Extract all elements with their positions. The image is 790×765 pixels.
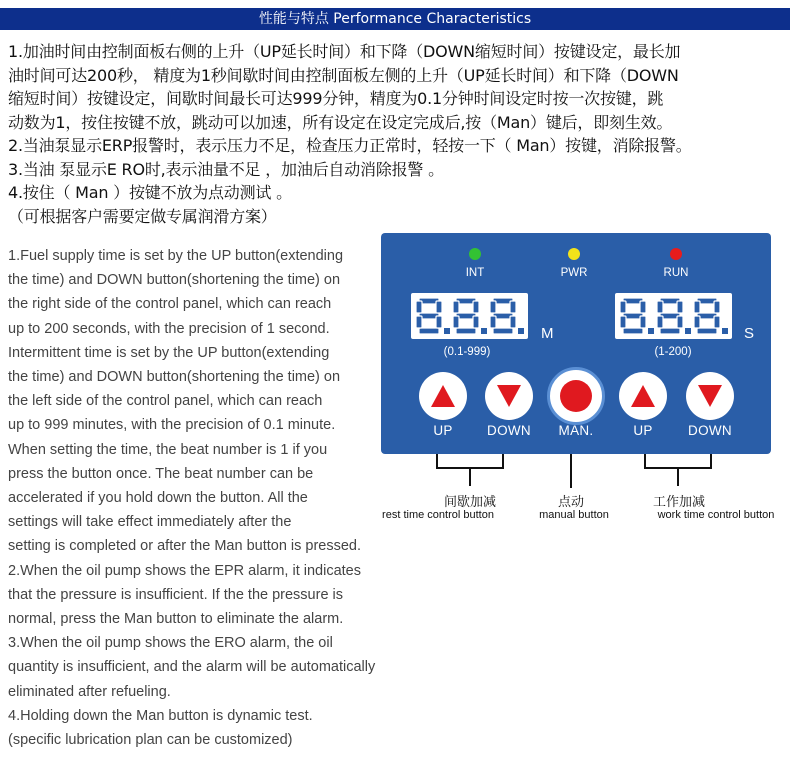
cn-line: 油时间可达200秒， 精度为1秒间歇时间由控制面板左侧的上升（UP延长时间）和下降（DOWN	[8, 65, 679, 85]
segment-f	[657, 301, 663, 313]
work-up-label: UP	[633, 423, 653, 438]
en-line: Intermittent time is set by the UP button(extending	[8, 344, 330, 361]
cn-line: 4.按住（ Man ）按键不放为点动测试 。	[8, 183, 292, 202]
en-line: that the pressure is insufficient. If the the pressure is	[8, 586, 344, 603]
en-line: up to 999 minutes, with the precision of 0.1 minute.	[8, 417, 336, 434]
work-time-caption-en: work time control button	[657, 509, 775, 521]
rest-time-unit: M	[541, 325, 554, 342]
chinese-description	[8, 40, 788, 228]
segment-e	[620, 316, 626, 328]
en-line: settings will take effect immediately after the	[8, 514, 292, 531]
segment-d	[493, 328, 513, 334]
run-led-icon	[670, 248, 682, 260]
segment-e	[416, 316, 422, 328]
segment-b	[640, 301, 646, 313]
cn-line: （可根据客户需要定做专属润滑方案）	[8, 206, 277, 226]
en-line: quantity is insufficient, and the alarm will be automatically	[8, 659, 376, 676]
triangle-up-icon	[429, 383, 457, 409]
en-line: 3.When the oil pump shows the ERO alarm, the oil	[8, 635, 333, 652]
en-line: (specific lubrication plan can be customized)	[8, 732, 293, 749]
en-line: When setting the time, the beat number is 1 if you	[8, 441, 328, 458]
segment-c	[510, 316, 516, 328]
rest-time-digits	[414, 295, 526, 337]
section-title: 性能与特点 Performance Characteristics	[258, 11, 532, 27]
segment-e	[694, 316, 700, 328]
segment-b	[510, 301, 516, 313]
segment-b	[473, 301, 479, 313]
section-title-bar	[0, 8, 790, 30]
rest-up-label: UP	[433, 423, 453, 438]
segment-e	[657, 316, 663, 328]
segment-f	[490, 301, 496, 313]
segment-c	[677, 316, 683, 328]
segment-d	[660, 328, 680, 334]
segment-d	[623, 328, 643, 334]
work-up-button[interactable]	[619, 372, 667, 420]
work-down-label: DOWN	[688, 423, 732, 438]
decimal-point	[518, 328, 524, 334]
decimal-point	[444, 328, 450, 334]
decimal-point	[481, 328, 487, 334]
segment-f	[694, 301, 700, 313]
cn-line: 1.加油时间由控制面板右侧的上升（UP延长时间）和下降（DOWN缩短时间）按键设定，最长加	[8, 42, 681, 61]
triangle-down-icon	[495, 383, 523, 409]
en-line: 2.When the oil pump shows the EPR alarm, it indicates	[8, 562, 361, 579]
rest-up-button[interactable]	[419, 372, 467, 420]
segment-c	[640, 316, 646, 328]
segment-d	[697, 328, 717, 334]
en-line: up to 200 seconds, with the precision of 1 second.	[8, 320, 330, 337]
triangle-up-icon	[629, 383, 657, 409]
en-line: the time) and DOWN button(shortening the time) on	[8, 272, 341, 289]
work-time-display	[615, 293, 732, 339]
segment-f	[416, 301, 422, 313]
pwr-led-label: PWR	[560, 267, 588, 279]
decimal-point	[648, 328, 654, 334]
segment-f	[453, 301, 459, 313]
work-down-button[interactable]	[686, 372, 734, 420]
decimal-point	[685, 328, 691, 334]
triangle-down-icon	[696, 383, 724, 409]
segment-b	[714, 301, 720, 313]
cn-line: 3.当油 泵显示E RO时,表示油量不足 ，加油后自动消除报警 。	[8, 159, 444, 179]
segment-d	[419, 328, 439, 334]
segment-d	[456, 328, 476, 334]
en-line: 1.Fuel supply time is set by the UP button(extending	[8, 248, 344, 264]
circle-icon	[559, 379, 593, 413]
manual-caption: 点动	[557, 495, 585, 510]
en-line: eliminated after refueling.	[8, 683, 171, 700]
control-panel	[381, 233, 771, 454]
rest-down-button[interactable]	[485, 372, 533, 420]
segment-f	[620, 301, 626, 313]
work-time-caption: 工作加减	[652, 495, 706, 510]
english-description	[8, 244, 413, 752]
segment-c	[714, 316, 720, 328]
rest-time-caption-en: rest time control button	[382, 509, 494, 521]
button-callout-lines	[381, 454, 771, 490]
segment-b	[436, 301, 442, 313]
pwr-led-icon	[568, 248, 580, 260]
segment-e	[453, 316, 459, 328]
manual-caption-en: manual button	[539, 509, 609, 521]
rest-time-caption: 间歇加减	[443, 495, 497, 510]
en-line: the right side of the control panel, which can reach	[8, 296, 332, 313]
segment-e	[490, 316, 496, 328]
int-led-label: INT	[465, 267, 485, 279]
rest-down-label: DOWN	[487, 423, 531, 438]
rest-time-range: (0.1-999)	[443, 346, 491, 358]
manual-button[interactable]	[547, 367, 605, 425]
cn-line: 动数为1，按住按键不放，跳动可以加速，所有设定在设定完成后,按（Man）键后，即刻生效。	[8, 112, 673, 132]
work-time-digits	[618, 295, 730, 337]
en-line: the left side of the control panel, which can reach	[8, 393, 323, 410]
work-time-range: (1-200)	[654, 346, 692, 358]
rest-time-display	[411, 293, 528, 339]
manual-label: MAN.	[558, 423, 594, 438]
cn-line: 缩短时间）按键设定，间歇时间最长可达999分钟，精度为0.1分钟时间设定时按一次按键，跳	[8, 89, 664, 108]
en-line: the time) and DOWN button(shortening the time) on	[8, 369, 341, 386]
en-line: normal, press the Man button to eliminate the alarm.	[8, 611, 344, 628]
en-line: 4.Holding down the Man button is dynamic test.	[8, 707, 313, 724]
int-led-icon	[469, 248, 481, 260]
work-time-unit: S	[744, 325, 755, 342]
en-line: setting is completed or after the Man button is pressed.	[8, 538, 362, 555]
segment-b	[677, 301, 683, 313]
en-line: press the button once. The beat number can be	[8, 465, 314, 482]
segment-c	[436, 316, 442, 328]
segment-c	[473, 316, 479, 328]
cn-line: 2.当油泵显示ERP报警时，表示压力不足，检查压力正常时，轻按一下（ Man）按键，消除报警。	[8, 136, 692, 155]
run-led-label: RUN	[663, 267, 689, 279]
decimal-point	[722, 328, 728, 334]
en-line: accelerated if you hold down the button. All the	[8, 490, 308, 507]
